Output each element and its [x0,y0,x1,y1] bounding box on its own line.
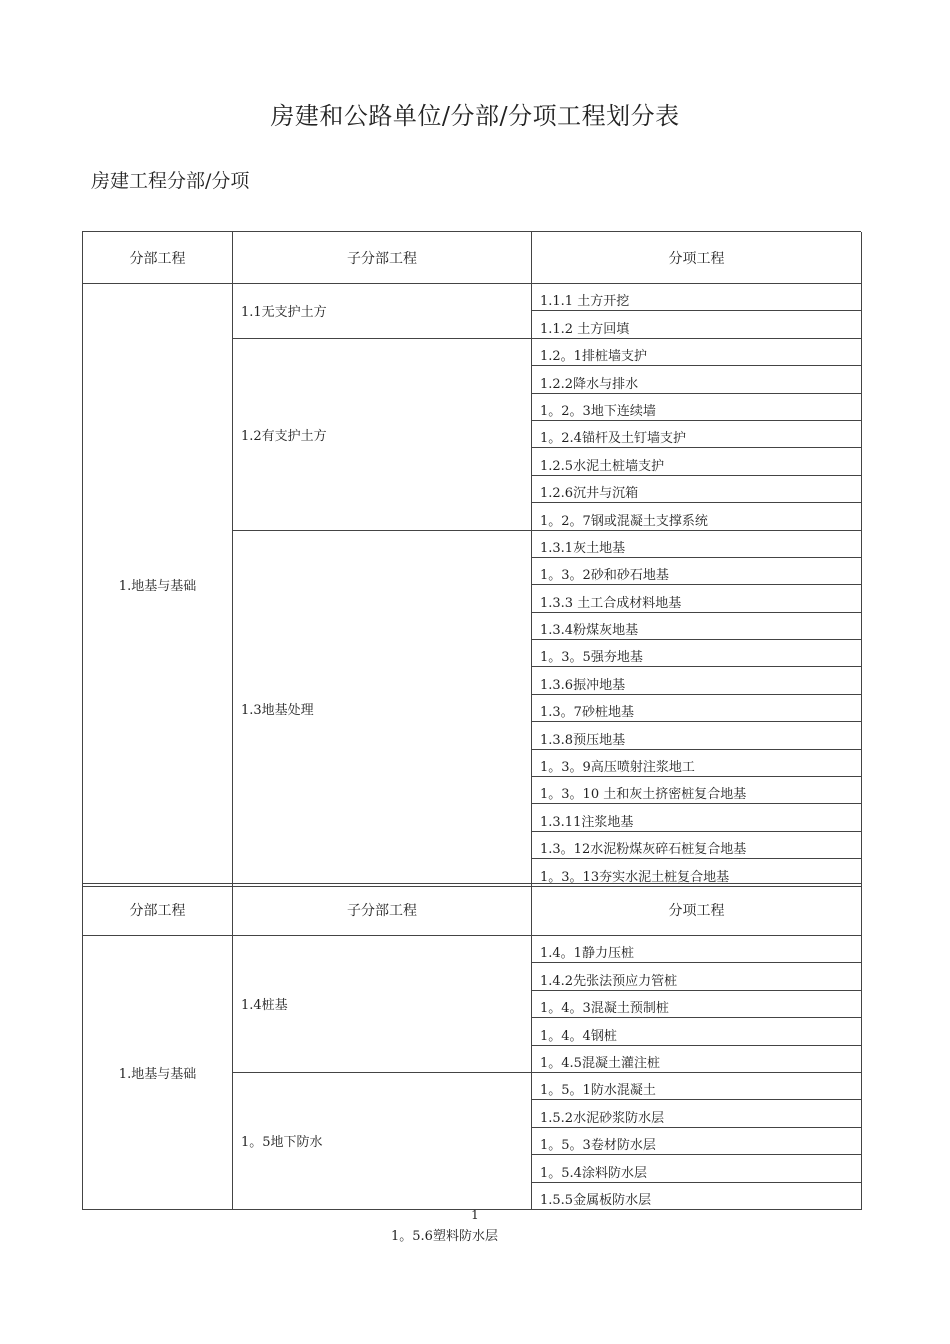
item-cell: 1.3.6振冲地基 [532,667,862,694]
item-cell: 1。3。13夯实水泥土桩复合地基 [532,859,862,886]
header-subdivision: 子分部工程 [233,232,532,284]
item-cell: 1.3。12水泥粉煤灰碎石桩复合地基 [532,832,862,859]
item-cell: 1.5.2水泥砂浆防水层 [532,1100,862,1127]
subdivision-cell: 1.3地基处理 [233,531,532,887]
subdivision-cell: 1.4桩基 [233,936,532,1073]
item-cell: 1.3。7砂桩地基 [532,695,862,722]
page-number: 1 [471,1208,479,1222]
item-cell: 1.4。1静力压桩 [532,936,862,963]
item-cell: 1.3.1灰土地基 [532,531,862,558]
item-cell: 1。3。5强夯地基 [532,640,862,667]
division-cell: 1.地基与基础 [83,936,233,1210]
item-cell: 1.3.8预压地基 [532,722,862,749]
item-cell: 1。5.4涂料防水层 [532,1155,862,1182]
item-cell: 1。5。1防水混凝土 [532,1073,862,1100]
item-cell: 1.1.2 土方回填 [532,311,862,338]
item-cell: 1.3.4粉煤灰地基 [532,613,862,640]
item-cell: 1。2.4锚杆及土钉墙支护 [532,421,862,448]
header-division: 分部工程 [83,232,233,284]
item-cell: 1。5。3卷材防水层 [532,1128,862,1155]
item-cell: 1。4。3混凝土预制桩 [532,991,862,1018]
subdivision-cell: 1.2有支护土方 [233,339,532,531]
header-subdivision: 子分部工程 [233,884,532,936]
item-cell: 1。2。7钢或混凝土支撑系统 [532,503,862,530]
item-cell: 1.3.3 土工合成材料地基 [532,585,862,612]
item-cell: 1.2.2降水与排水 [532,366,862,393]
subdivision-cell: 1.1无支护土方 [233,284,532,339]
item-cell: 1。3。10 土和灰土挤密桩复合地基 [532,777,862,804]
header-item: 分项工程 [532,232,862,284]
item-cell: 1.4.2先张法预应力管桩 [532,963,862,990]
header-item: 分项工程 [532,884,862,936]
section-subtitle: 房建工程分部/分项 [91,170,250,192]
item-cell: 1.2。1排桩墙支护 [532,339,862,366]
division-table-1 [82,231,861,887]
item-cell: 1。3。9高压喷射注浆地工 [532,750,862,777]
page-title: 房建和公路单位/分部/分项工程划分表 [270,102,680,130]
subdivision-cell: 1。5地下防水 [233,1073,532,1210]
item-cell: 1。4。4钢桩 [532,1018,862,1045]
overflow-item: 1。5.6塑料防水层 [391,1229,498,1244]
division-cell: 1.地基与基础 [83,284,233,887]
item-cell: 1.2.5水泥土桩墙支护 [532,448,862,475]
item-cell: 1.3.11注浆地基 [532,804,862,831]
item-cell: 1。2。3地下连续墙 [532,394,862,421]
item-cell: 1。3。2砂和砂石地基 [532,558,862,585]
item-cell: 1.2.6沉井与沉箱 [532,476,862,503]
division-table-2 [82,883,861,1210]
item-cell: 1.5.5金属板防水层 [532,1183,862,1210]
item-cell: 1。4.5混凝土灌注桩 [532,1046,862,1073]
header-division: 分部工程 [83,884,233,936]
item-cell: 1.1.1 土方开挖 [532,284,862,311]
